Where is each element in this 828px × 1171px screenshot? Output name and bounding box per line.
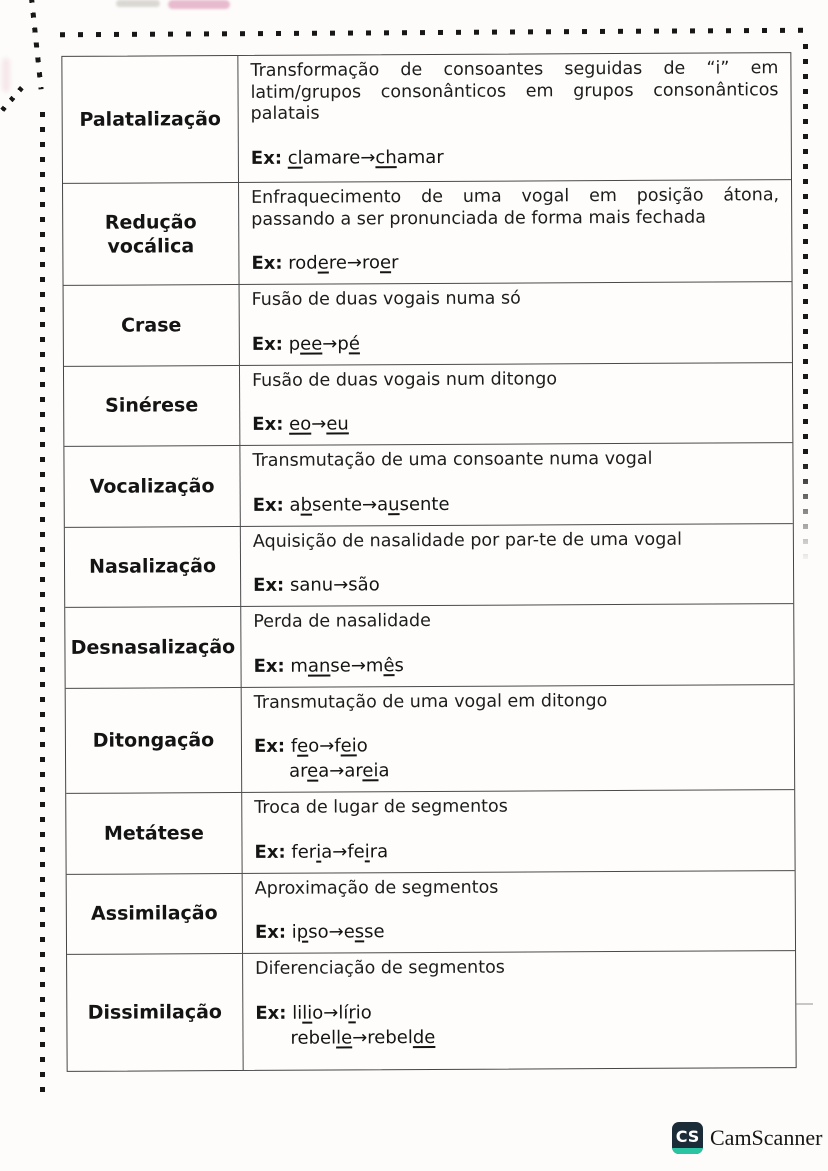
example-label: Ex:: [253, 655, 285, 677]
table-row: [67, 871, 795, 955]
description-cell: [240, 363, 792, 445]
description-text: Transformação de consoantes seguidas de “i” em latim/grupos consonânticos em grupos consonânticos palatais: [250, 58, 779, 124]
description-cell: [243, 951, 796, 1070]
camscanner-logo-text: CS: [675, 1126, 700, 1146]
description-text: Diferenciação de segmentos: [255, 957, 505, 979]
description-cell: [240, 282, 792, 364]
description-cell: [241, 524, 793, 606]
table-row: [64, 443, 792, 527]
description-cell: [240, 443, 792, 525]
term-cell: Desnasalização: [65, 607, 241, 687]
camscanner-logo-accent: [672, 1148, 703, 1154]
description-cell: [242, 685, 795, 792]
example-line: Ex: ipso→esse: [254, 921, 385, 943]
example-line: Ex: eo→eu: [252, 413, 349, 435]
term-cell: Nasalização: [65, 526, 241, 606]
example-label: Ex:: [251, 333, 284, 355]
dotted-border-right: [803, 44, 808, 564]
description-text: Aproximação de segmentos: [254, 877, 499, 899]
table-row: [66, 685, 795, 794]
gray-smudge-artifact: [116, 0, 160, 7]
dotted-border-top: [60, 28, 810, 38]
pink-smudge-artifact: [168, 0, 230, 9]
table-row: [64, 282, 792, 366]
example-line: rebelle→rebelde: [290, 1026, 436, 1049]
table-row: [65, 524, 793, 608]
example-line: Ex: clamare→chamar: [250, 146, 444, 169]
table-row: [62, 53, 791, 184]
description-text: Transmutação de uma vogal em ditongo: [253, 690, 608, 713]
camscanner-watermark: [672, 1122, 822, 1154]
description-cell: [241, 604, 793, 686]
example-line: Ex: rodere→roer: [251, 252, 399, 274]
description-text: Perda de nasalidade: [253, 610, 431, 632]
example-line: Ex: sanu→são: [253, 574, 380, 596]
example-line: Ex: manse→mês: [253, 654, 404, 677]
description-text: Transmutação de uma consoante numa vogal: [252, 448, 653, 471]
example-label: Ex:: [252, 413, 284, 435]
table-row: [66, 790, 794, 874]
camscanner-logo-icon: [672, 1122, 703, 1154]
description-text: Troca de lugar de segmentos: [254, 796, 508, 818]
term-cell: Redução vocálica: [63, 183, 240, 285]
phonetic-table: [61, 52, 796, 1072]
example-label: Ex:: [253, 735, 286, 757]
example-label: Ex:: [254, 921, 287, 943]
table-row: [64, 363, 792, 447]
example-line: Ex: feo→feio: [253, 735, 368, 757]
example-line: Ex: pee→pé: [251, 332, 360, 355]
example-label: Ex:: [251, 252, 283, 274]
description-text: Enfraquecimento de uma vogal em posição átona, passando a ser pronunciada de forma mais fechada: [251, 185, 780, 230]
description-cell: [238, 53, 791, 182]
table-row: [65, 604, 793, 688]
description-text: Aquisição de nasalidade por par-te de uma vogal: [252, 529, 682, 552]
term-cell: Metátese: [66, 793, 242, 873]
dotted-border-diagonal: [29, 0, 44, 89]
term-cell: Palatalização: [62, 56, 239, 183]
example-label: Ex:: [252, 494, 284, 516]
term-cell: Crase: [64, 285, 240, 365]
term-cell: Vocalização: [64, 446, 240, 526]
term-cell: Sinérese: [64, 365, 240, 445]
description-cell: [242, 790, 794, 872]
example-label: Ex:: [250, 147, 283, 169]
edge-smudge-artifact: [2, 58, 10, 92]
example-label: Ex:: [255, 1002, 287, 1024]
description-cell: [239, 180, 792, 284]
example-label: Ex:: [254, 841, 286, 863]
camscanner-brand-text: CamScanner: [710, 1125, 823, 1150]
description-cell: [243, 871, 795, 953]
example-line: Ex: feria→feira: [254, 840, 389, 863]
example-line: area→areia: [289, 760, 390, 782]
term-cell: Ditongação: [66, 687, 243, 792]
example-line: Ex: absente→ausente: [252, 493, 450, 516]
description-text: Fusão de duas vogais num ditongo: [251, 368, 558, 391]
table-row: [63, 180, 792, 286]
term-cell: Dissimilação: [67, 954, 244, 1071]
dotted-border-left: [40, 112, 45, 1096]
description-text: Fusão de duas vogais numa só: [251, 288, 521, 310]
example-label: Ex:: [253, 574, 285, 596]
example-line: Ex: lilio→lírio: [255, 1001, 372, 1024]
table-row: [67, 951, 796, 1071]
term-cell: Assimilação: [67, 873, 243, 953]
